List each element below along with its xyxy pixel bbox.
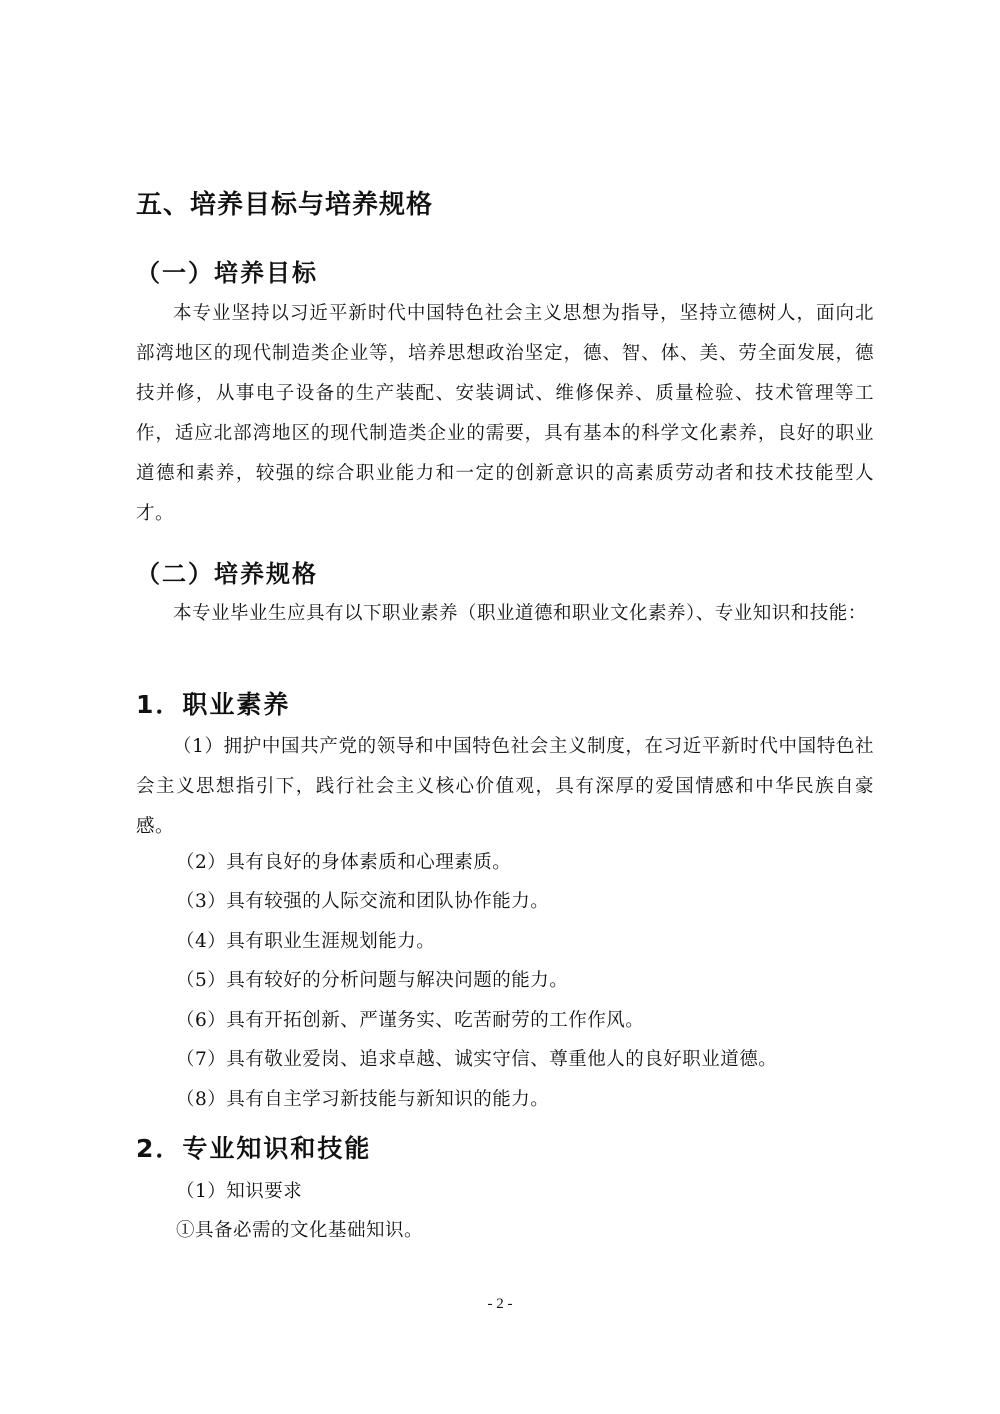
knowledge-subheading: （1）知识要求	[176, 1181, 303, 1202]
knowledge-item-1: ①具备必需的文化基础知识。	[176, 1220, 424, 1241]
literacy-item-3: （3）具有较强的人际交流和团队协作能力。	[176, 891, 550, 912]
spec-intro: 本专业毕业生应具有以下职业素养（职业道德和职业文化素养）、专业知识和技能：	[173, 603, 867, 624]
page-number: - 2 -	[487, 1296, 513, 1312]
literacy-item-4: （4）具有职业生涯规划能力。	[176, 931, 436, 952]
literacy-heading: 1．职业素养	[136, 690, 291, 719]
literacy-item-6: （6）具有开拓创新、严谨务实、吃苦耐劳的工作作风。	[176, 1010, 645, 1031]
literacy-item-2: （2）具有良好的身体素质和心理素质。	[176, 852, 512, 873]
spec-heading: （二）培养规格	[136, 560, 318, 588]
literacy-item-5: （5）具有较好的分析问题与解决问题的能力。	[176, 970, 569, 991]
section-heading: 五、培养目标与培养规格	[136, 190, 434, 220]
goal-paragraph: 本专业坚持以习近平新时代中国特色社会主义思想为指导，坚持立德树人，面向北部湾地区的现代制造类企业等，培养思想政治坚定，德、智、体、美、劳全面发展，德技并修，从事电子设备的生产装配、安装调试、维修保养、质量检验、技术管理等工作，适应北部湾地区的现代制造类企业的需要，具有基本的科学文化素养，良好的职业道德和素养，较强的综合职业能力和一定的创新意识的高素质劳动者和技术技能型人才。	[136, 303, 874, 524]
knowledge-heading: 2．专业知识和技能	[136, 1134, 372, 1163]
goal-heading: （一）培养目标	[136, 259, 318, 287]
literacy-item-1: （1）拥护中国共产党的领导和中国特色社会主义制度，在习近平新时代中国特色社会主义思想指引下，践行社会主义核心价值观，具有深厚的爱国情感和中华民族自豪感。	[136, 736, 874, 837]
literacy-item-7: （7）具有敬业爱岗、追求卓越、诚实守信、尊重他人的良好职业道德。	[176, 1049, 778, 1070]
literacy-item-8: （8）具有自主学习新技能与新知识的能力。	[176, 1089, 550, 1110]
